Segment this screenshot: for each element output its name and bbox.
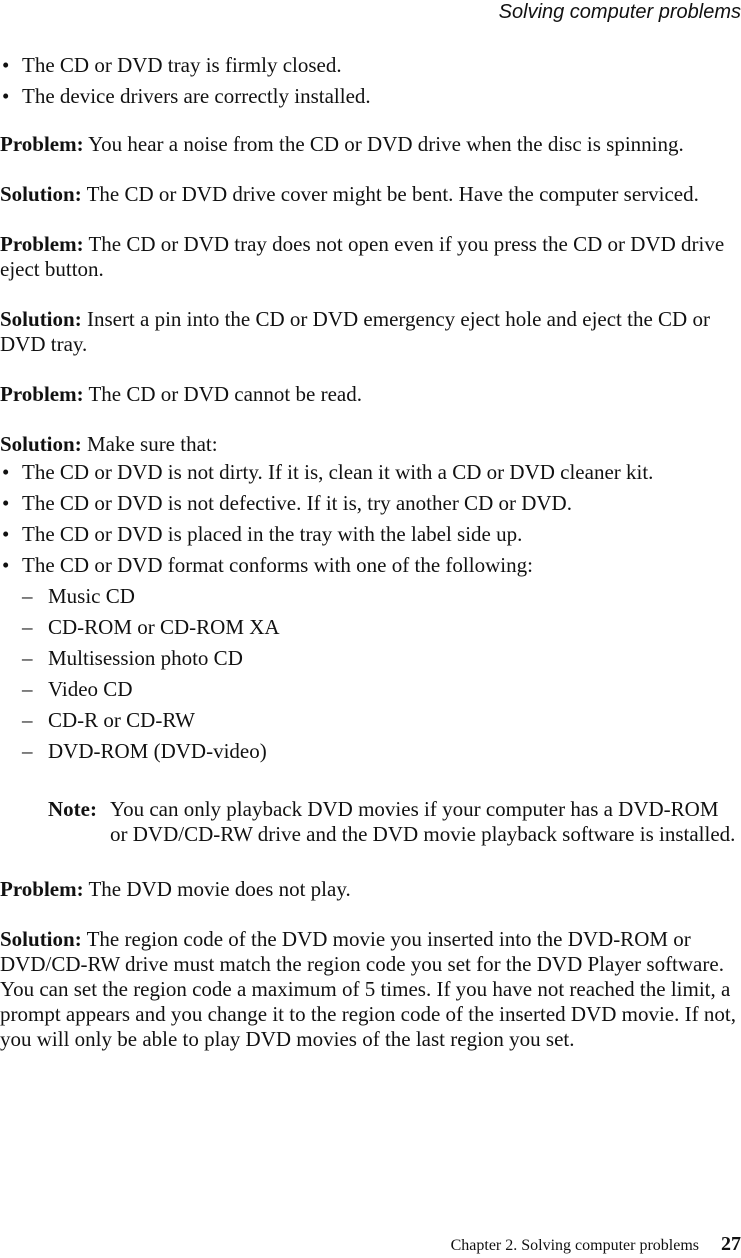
bullet-text: The CD or DVD is not defective. If it is, try another CD or DVD. — [22, 491, 572, 515]
format-text: Video CD — [48, 677, 133, 701]
problem-label: Problem: — [0, 232, 84, 256]
solution-paragraph — [0, 182, 741, 207]
bullet-mark: • — [2, 522, 10, 546]
solution-label: Solution: — [0, 432, 82, 456]
solution-text: The region code of the DVD movie you inserted into the DVD-ROM or DVD/CD-RW drive must match the region code you set for the DVD Player software. You can set the region code a maximum of 5 times. If you have not reached the limit, a prompt appears and you change it to the region code of the inserted DVD movie. If not, you will only be able to play DVD movies of the last region you set. — [0, 927, 736, 1051]
dash-mark: – — [22, 677, 33, 701]
format-item — [0, 736, 741, 767]
solution-label: Solution: — [0, 182, 82, 206]
problem-paragraph — [0, 877, 741, 902]
format-text: Multisession photo CD — [48, 646, 243, 670]
format-text: Music CD — [48, 584, 135, 608]
bullet-item — [0, 488, 741, 519]
bullet-item — [0, 81, 741, 112]
bullet-mark: • — [2, 53, 10, 77]
format-text: DVD-ROM (DVD-video) — [48, 739, 267, 763]
problem-text: You hear a noise from the CD or DVD drive when the disc is spinning. — [83, 132, 684, 156]
solution-paragraph — [0, 927, 741, 1052]
note-label: Note: — [48, 797, 97, 821]
format-item — [0, 612, 741, 643]
solution-text: The CD or DVD drive cover might be bent. Have the computer serviced. — [81, 182, 699, 206]
problem-paragraph — [0, 382, 741, 407]
format-item — [0, 674, 741, 705]
format-item — [0, 581, 741, 612]
solution-text: Insert a pin into the CD or DVD emergency eject hole and eject the CD or DVD tray. — [0, 307, 710, 356]
dash-mark: – — [22, 739, 33, 763]
problem-text: The CD or DVD cannot be read. — [83, 382, 362, 406]
format-text: CD-ROM or CD-ROM XA — [48, 615, 280, 639]
problem-paragraph — [0, 132, 741, 157]
solution-label: Solution: — [0, 927, 82, 951]
page-number: 27 — [721, 1233, 741, 1255]
problem-text: The CD or DVD tray does not open even if you press the CD or DVD drive eject button. — [0, 232, 725, 281]
chapter-title: Chapter 2. Solving computer problems — [450, 1237, 699, 1254]
problem-text: The DVD movie does not play. — [83, 877, 351, 901]
problem-label: Problem: — [0, 877, 84, 901]
bullet-text: The CD or DVD is placed in the tray with the label side up. — [22, 522, 523, 546]
bullet-text: The CD or DVD format conforms with one of the following: — [22, 553, 533, 577]
bullet-item — [0, 50, 741, 81]
running-head: Solving computer problems — [498, 1, 741, 23]
bullet-mark: • — [2, 460, 10, 484]
bullet-text: The CD or DVD is not dirty. If it is, clean it with a CD or DVD cleaner kit. — [22, 460, 654, 484]
format-text: CD-R or CD-RW — [48, 708, 195, 732]
solution-label: Solution: — [0, 307, 82, 331]
dash-mark: – — [22, 615, 33, 639]
dash-mark: – — [22, 584, 33, 608]
page-footer — [0, 1232, 741, 1258]
solution-paragraph — [0, 307, 741, 357]
bullet-mark: • — [2, 553, 10, 577]
bullet-item — [0, 550, 741, 581]
bullet-mark: • — [2, 84, 10, 108]
bullet-item — [0, 457, 741, 488]
page-content — [0, 50, 741, 1052]
note-block — [48, 797, 741, 847]
solution-text: Make sure that: — [81, 432, 218, 456]
solution-paragraph — [0, 432, 741, 457]
bullet-item — [0, 519, 741, 550]
problem-paragraph — [0, 232, 741, 282]
problem-label: Problem: — [0, 132, 84, 156]
format-item — [0, 705, 741, 736]
bullet-text: The device drivers are correctly installed. — [22, 84, 371, 108]
problem-label: Problem: — [0, 382, 84, 406]
dash-mark: – — [22, 708, 33, 732]
format-item — [0, 643, 741, 674]
bullet-text: The CD or DVD tray is firmly closed. — [22, 53, 342, 77]
bullet-mark: • — [2, 491, 10, 515]
note-text: You can only playback DVD movies if your computer has a DVD-ROM or DVD/CD-RW drive and the DVD movie playback software is installed. — [110, 797, 736, 846]
dash-mark: – — [22, 646, 33, 670]
